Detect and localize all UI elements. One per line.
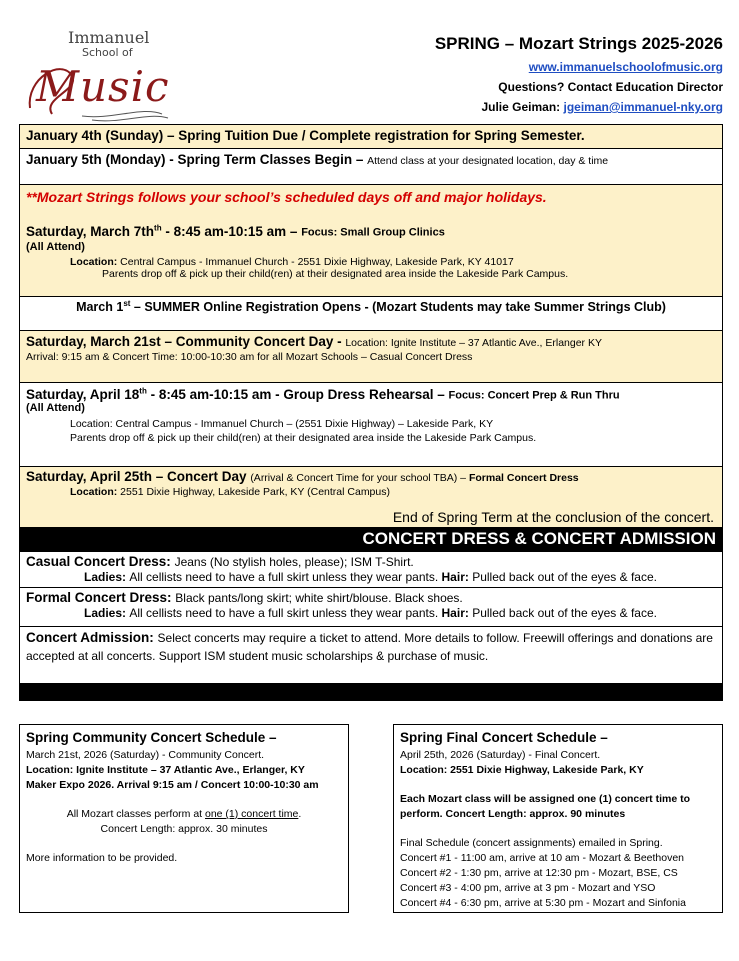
website-link[interactable]: www.immanuelschoolofmusic.org [528,60,723,74]
apr18-date: Saturday, April 18 [26,386,140,402]
final-location: Location: 2551 Dixie Highway, Lakeside Park, KY [400,764,644,776]
final-concert-4: Concert #4 - 6:30 pm, arrive at 5:30 pm - Mozart and Sinfonia [400,897,686,909]
logo-immanuel-text: Immanuel [68,28,150,47]
contact-email-link[interactable]: jgeiman@immanuel-nky.org [563,100,723,114]
logo-music-text: Music [36,62,170,111]
jan4-text: January 4th (Sunday) – Spring Tuition Due / Complete registration for Spring Semester. [26,128,585,143]
row-jan4 [20,125,722,149]
page-title: SPRING – Mozart Strings 2025-2026 [434,34,723,53]
contact-line [481,100,723,114]
casual-label: Casual Concert Dress: [26,554,175,569]
final-concert-1: Concert #1 - 11:00 am, arrive at 10 am - Mozart & Beethoven [400,852,685,864]
community-expo: Maker Expo 2026. Arrival 9:15 am / Concert 10:00-10:30 am [26,779,319,791]
community-date: March 21st, 2026 (Saturday) - Community Concert. [26,749,265,761]
casual-ladies-text: All cellists need to have a full skirt unless they wear pants. [129,570,442,584]
mar7-location: Central Campus - Immanuel Church - 2551 Dixie Highway, Lakeside Park, KY 41017 [120,255,514,268]
row-apr18 [20,383,722,467]
final-concert-2: Concert #2 - 1:30 pm, arrive at 12:30 pm - Mozart, BSE, CS [400,867,678,879]
apr18-parents: Parents drop off & pick up their child(ren) at their designated area inside the Lakeside Park Campus. [70,431,537,444]
bottom-black-bar [20,683,722,700]
final-concert-box [393,724,723,913]
mar7-location-line [26,256,716,268]
contact-name: Julie Geiman: [481,100,564,114]
row-mar7 [20,185,722,297]
formal-hair-label: Hair: [441,606,473,620]
final-title: Spring Final Concert Schedule – [400,730,608,745]
community-location: Location: Ignite Institute – 37 Atlantic Ave., Erlanger, KY [26,764,305,776]
final-assign: Each Mozart class will be assigned one (1) concert time to perform. Concert Length: approx. 90 minutes [400,793,690,820]
community-concert-box [19,724,349,913]
mar1-sup: st [123,299,131,308]
mar7-loc-label: Location: [70,255,121,268]
apr18-heading [26,387,449,402]
row-jan5 [20,149,722,185]
casual-text: Jeans (No stylish holes, please); ISM T-Shirt. [174,555,414,569]
dress-heading: CONCERT DRESS & CONCERT ADMISSION [20,528,722,552]
jan5-detail: Attend class at your designated location, day & time [367,155,609,167]
logo-school-of-text: School of [82,46,133,59]
apr25-location-line [26,486,716,498]
formal-text: Black pants/long skirt; white shirt/blouse. Black shoes. [175,591,463,605]
community-perform-b: . [298,808,302,820]
apr18-location: Central Campus - Immanuel Church – (2551 Dixie Highway) – Lakeside Park, KY [115,417,494,430]
row-casual-dress [20,552,722,588]
casual-hair-label: Hair: [441,570,473,584]
mar7-sup: th [154,223,162,232]
apr18-location-line [26,418,716,430]
casual-hair-text: Pulled back out of the eyes & face. [472,570,657,584]
mar7-parents: Parents drop off & pick up their child(ren) at their designated area inside the Lakeside Park Campus. [102,267,569,280]
apr25-heading: Saturday, April 25th – Concert Day [26,469,251,484]
mar7-time: - 8:45 am-10:15 am – [161,223,302,239]
apr18-sup: th [139,386,147,395]
admission-label: Concert Admission: [26,630,158,645]
casual-ladies-label: Ladies: [84,570,130,584]
final-emailed: Final Schedule (concert assignments) emailed in Spring. [400,837,663,849]
apr18-focus: Focus: Concert Prep & Run Thru [448,389,620,402]
mar21-arrival: Arrival: 9:15 am & Concert Time: 10:00-10:30 am for all Mozart Schools – Casual Concert Dress [26,351,473,363]
row-admission [20,627,722,683]
apr18-time: - 8:45 am-10:15 am - Group Dress Rehearsal – [146,386,449,402]
formal-hair-text: Pulled back out of the eyes & face. [472,606,657,620]
questions-text: Questions? Contact Education Director [498,80,723,94]
mar7-heading-line [26,223,716,239]
apr25-detail: (Arrival & Concert Time for your school TBA) – [250,472,469,484]
formal-label: Formal Concert Dress: [26,590,176,605]
mar1-b: – SUMMER Online Registration Opens - (Mozart Students may take Summer Strings Club) [130,300,666,315]
apr18-attend: (All Attend) [26,401,85,414]
mar1-text [76,300,666,314]
mar21-heading: Saturday, March 21st – Community Concert Day - [26,334,346,349]
mar21-location: Location: Ignite Institute – 37 Atlantic Ave., Erlanger KY [345,337,602,349]
community-more: More information to be provided. [26,852,178,864]
admission-text: Select concerts may require a ticket to attend. More details to follow. Freewill offerings and donations are accepted at all concerts. Support ISM student music scholarships & purchase of music. [26,631,713,663]
final-date: April 25th, 2026 (Saturday) - Final Concert. [400,749,601,761]
mar1-a: March 1 [76,300,124,315]
community-length: Concert Length: approx. 30 minutes [100,823,268,835]
end-of-term-note: End of Spring Term at the conclusion of the concert. [392,509,714,525]
formal-ladies-label: Ladies: [84,606,130,620]
community-title: Spring Community Concert Schedule – [26,730,277,745]
community-perform [26,807,342,822]
mar7-heading: Saturday, March $7th^{th}$ - 8:45 am-10:15 am – [26,223,302,239]
jan5-heading: January 5th (Monday) - Spring Term Classes Begin – [26,152,368,167]
row-mar1 [20,297,722,331]
apr25-formal: Formal Concert Dress [468,472,579,484]
row-formal-dress [20,588,722,627]
apr25-loc-label: Location: [70,486,121,498]
final-concert-3: Concert #3 - 4:00 pm, arrive at 3 pm - Mozart and YSO [400,882,656,894]
apr25-location: 2551 Dixie Highway, Lakeside Park, KY (Central Campus) [120,486,390,498]
schedule-table [19,124,723,701]
apr18-loc-label: Location: [70,417,116,430]
community-perform-u: one (1) concert time [205,808,299,820]
row-mar21 [20,331,722,383]
mar7-focus: Focus: Small Group Clinics [301,226,445,239]
mar7-attend: (All Attend) [26,240,85,253]
school-logo [22,28,172,124]
row-apr25 [20,467,722,528]
community-perform-a: All Mozart classes perform at [66,808,205,820]
holidays-note: **Mozart Strings follows your school’s scheduled days off and major holidays. [26,189,547,205]
formal-ladies-text: All cellists need to have a full skirt unless they wear pants. [129,606,442,620]
